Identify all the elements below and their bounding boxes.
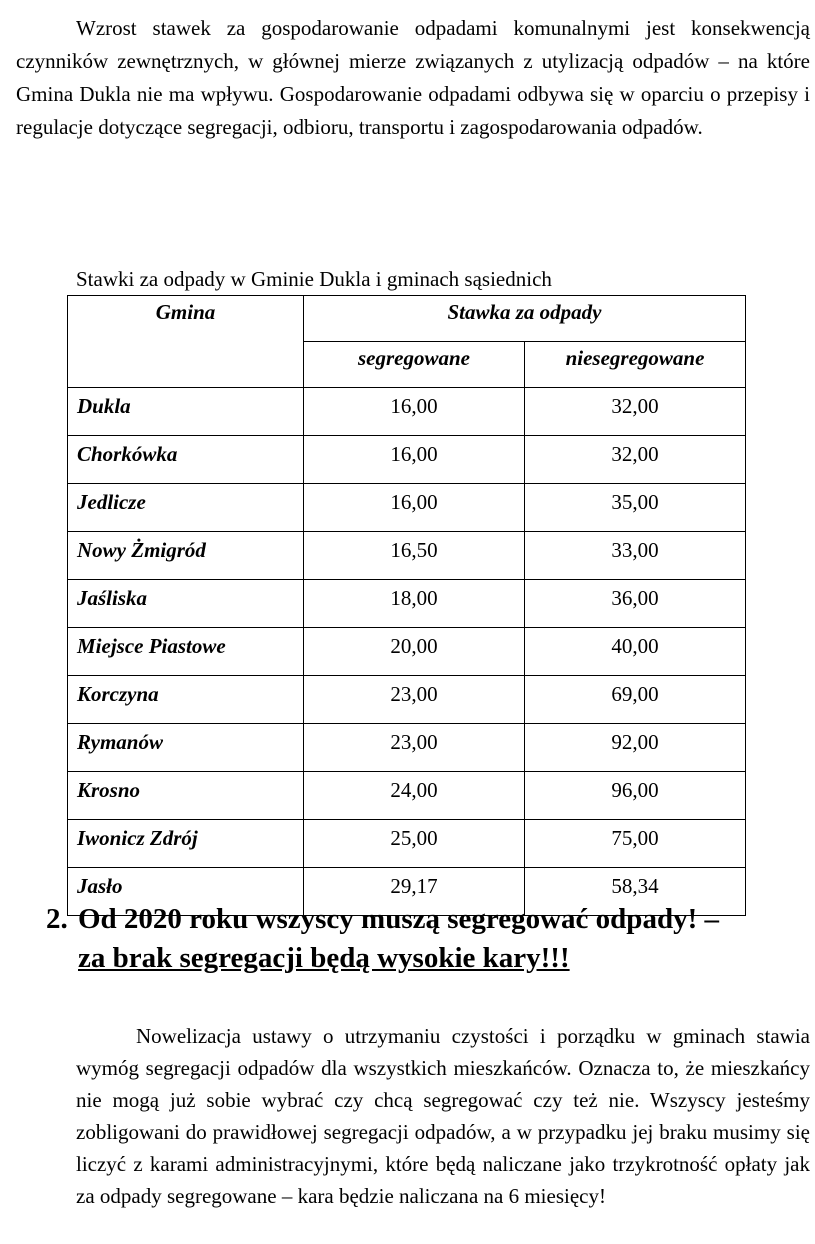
sorted-rate-cell: 16,50 bbox=[304, 532, 525, 580]
section-title-line2: za brak segregacji będą wysokie kary!!! bbox=[78, 942, 570, 974]
rates-table bbox=[67, 295, 746, 916]
sorted-rate-cell: 16,00 bbox=[304, 484, 525, 532]
sorted-rate-cell: 23,00 bbox=[304, 724, 525, 772]
gmina-cell: Rymanów bbox=[68, 724, 304, 772]
gmina-cell: Krosno bbox=[68, 772, 304, 820]
intro-paragraph: Wzrost stawek za gospodarowanie odpadami komunalnymi jest konsekwencją czynników zewnętrznych, w głównej mierze związanych z utylizacją odpadów – na które Gmina Dukla nie ma wpływu. Gospodarowanie odpadami odbywa się w oparciu o przepisy i regulacje dotyczące segregacji, odbioru, transportu i zagospodarowania odpadów. bbox=[16, 16, 810, 139]
gmina-cell: Dukla bbox=[68, 388, 304, 436]
table-row bbox=[68, 820, 746, 868]
unsorted-rate-cell: 36,00 bbox=[525, 580, 746, 628]
table-row bbox=[68, 484, 746, 532]
table-row bbox=[68, 436, 746, 484]
table-row bbox=[68, 772, 746, 820]
table-row bbox=[68, 628, 746, 676]
header-unsorted: niesegregowane bbox=[525, 342, 746, 388]
unsorted-rate-cell: 33,00 bbox=[525, 532, 746, 580]
sorted-rate-cell: 29,17 bbox=[304, 868, 525, 916]
sorted-rate-cell: 25,00 bbox=[304, 820, 525, 868]
gmina-cell: Jaśliska bbox=[68, 580, 304, 628]
section-number: 2. bbox=[46, 903, 68, 935]
header-gmina: Gmina bbox=[68, 296, 304, 388]
unsorted-rate-cell: 35,00 bbox=[525, 484, 746, 532]
unsorted-rate-cell: 69,00 bbox=[525, 676, 746, 724]
unsorted-rate-cell: 32,00 bbox=[525, 436, 746, 484]
gmina-cell: Chorkówka bbox=[68, 436, 304, 484]
gmina-cell: Miejsce Piastowe bbox=[68, 628, 304, 676]
sorted-rate-cell: 16,00 bbox=[304, 436, 525, 484]
sorted-rate-cell: 24,00 bbox=[304, 772, 525, 820]
sorted-rate-cell: 18,00 bbox=[304, 580, 525, 628]
table-row bbox=[68, 724, 746, 772]
gmina-cell: Jedlicze bbox=[68, 484, 304, 532]
table-row bbox=[68, 388, 746, 436]
unsorted-rate-cell: 96,00 bbox=[525, 772, 746, 820]
header-rate: Stawka za odpady bbox=[304, 296, 746, 342]
table-row bbox=[68, 532, 746, 580]
gmina-cell: Korczyna bbox=[68, 676, 304, 724]
gmina-cell: Jasło bbox=[68, 868, 304, 916]
gmina-cell: Nowy Żmigród bbox=[68, 532, 304, 580]
unsorted-rate-cell: 92,00 bbox=[525, 724, 746, 772]
gmina-cell: Iwonicz Zdrój bbox=[68, 820, 304, 868]
table-row bbox=[68, 676, 746, 724]
section-heading bbox=[46, 900, 806, 978]
table-caption: Stawki za odpady w Gminie Dukla i gminach sąsiednich bbox=[76, 267, 552, 291]
sorted-rate-cell: 23,00 bbox=[304, 676, 525, 724]
sorted-rate-cell: 16,00 bbox=[304, 388, 525, 436]
unsorted-rate-cell: 75,00 bbox=[525, 820, 746, 868]
section-title-line1: Od 2020 roku wszyscy muszą segregować odpady! – bbox=[78, 903, 719, 935]
body-paragraph: Nowelizacja ustawy o utrzymaniu czystości i porządku w gminach stawia wymóg segregacji odpadów dla wszystkich mieszkańców. Oznacza to, że mieszkańcy nie mogą już sobie wybrać czy chcą segregować czy też nie. Wszyscy jesteśmy zobligowani do prawidłowej segregacji odpadów, a w przypadku jej braku musimy się liczyć z karami administracyjnymi, które będą naliczane jako trzykrotność opłaty jak za odpady segregowane – kara będzie naliczana na 6 miesięcy! bbox=[76, 1024, 810, 1208]
unsorted-rate-cell: 40,00 bbox=[525, 628, 746, 676]
sorted-rate-cell: 20,00 bbox=[304, 628, 525, 676]
unsorted-rate-cell: 58,34 bbox=[525, 868, 746, 916]
unsorted-rate-cell: 32,00 bbox=[525, 388, 746, 436]
header-sorted: segregowane bbox=[304, 342, 525, 388]
table-row bbox=[68, 580, 746, 628]
